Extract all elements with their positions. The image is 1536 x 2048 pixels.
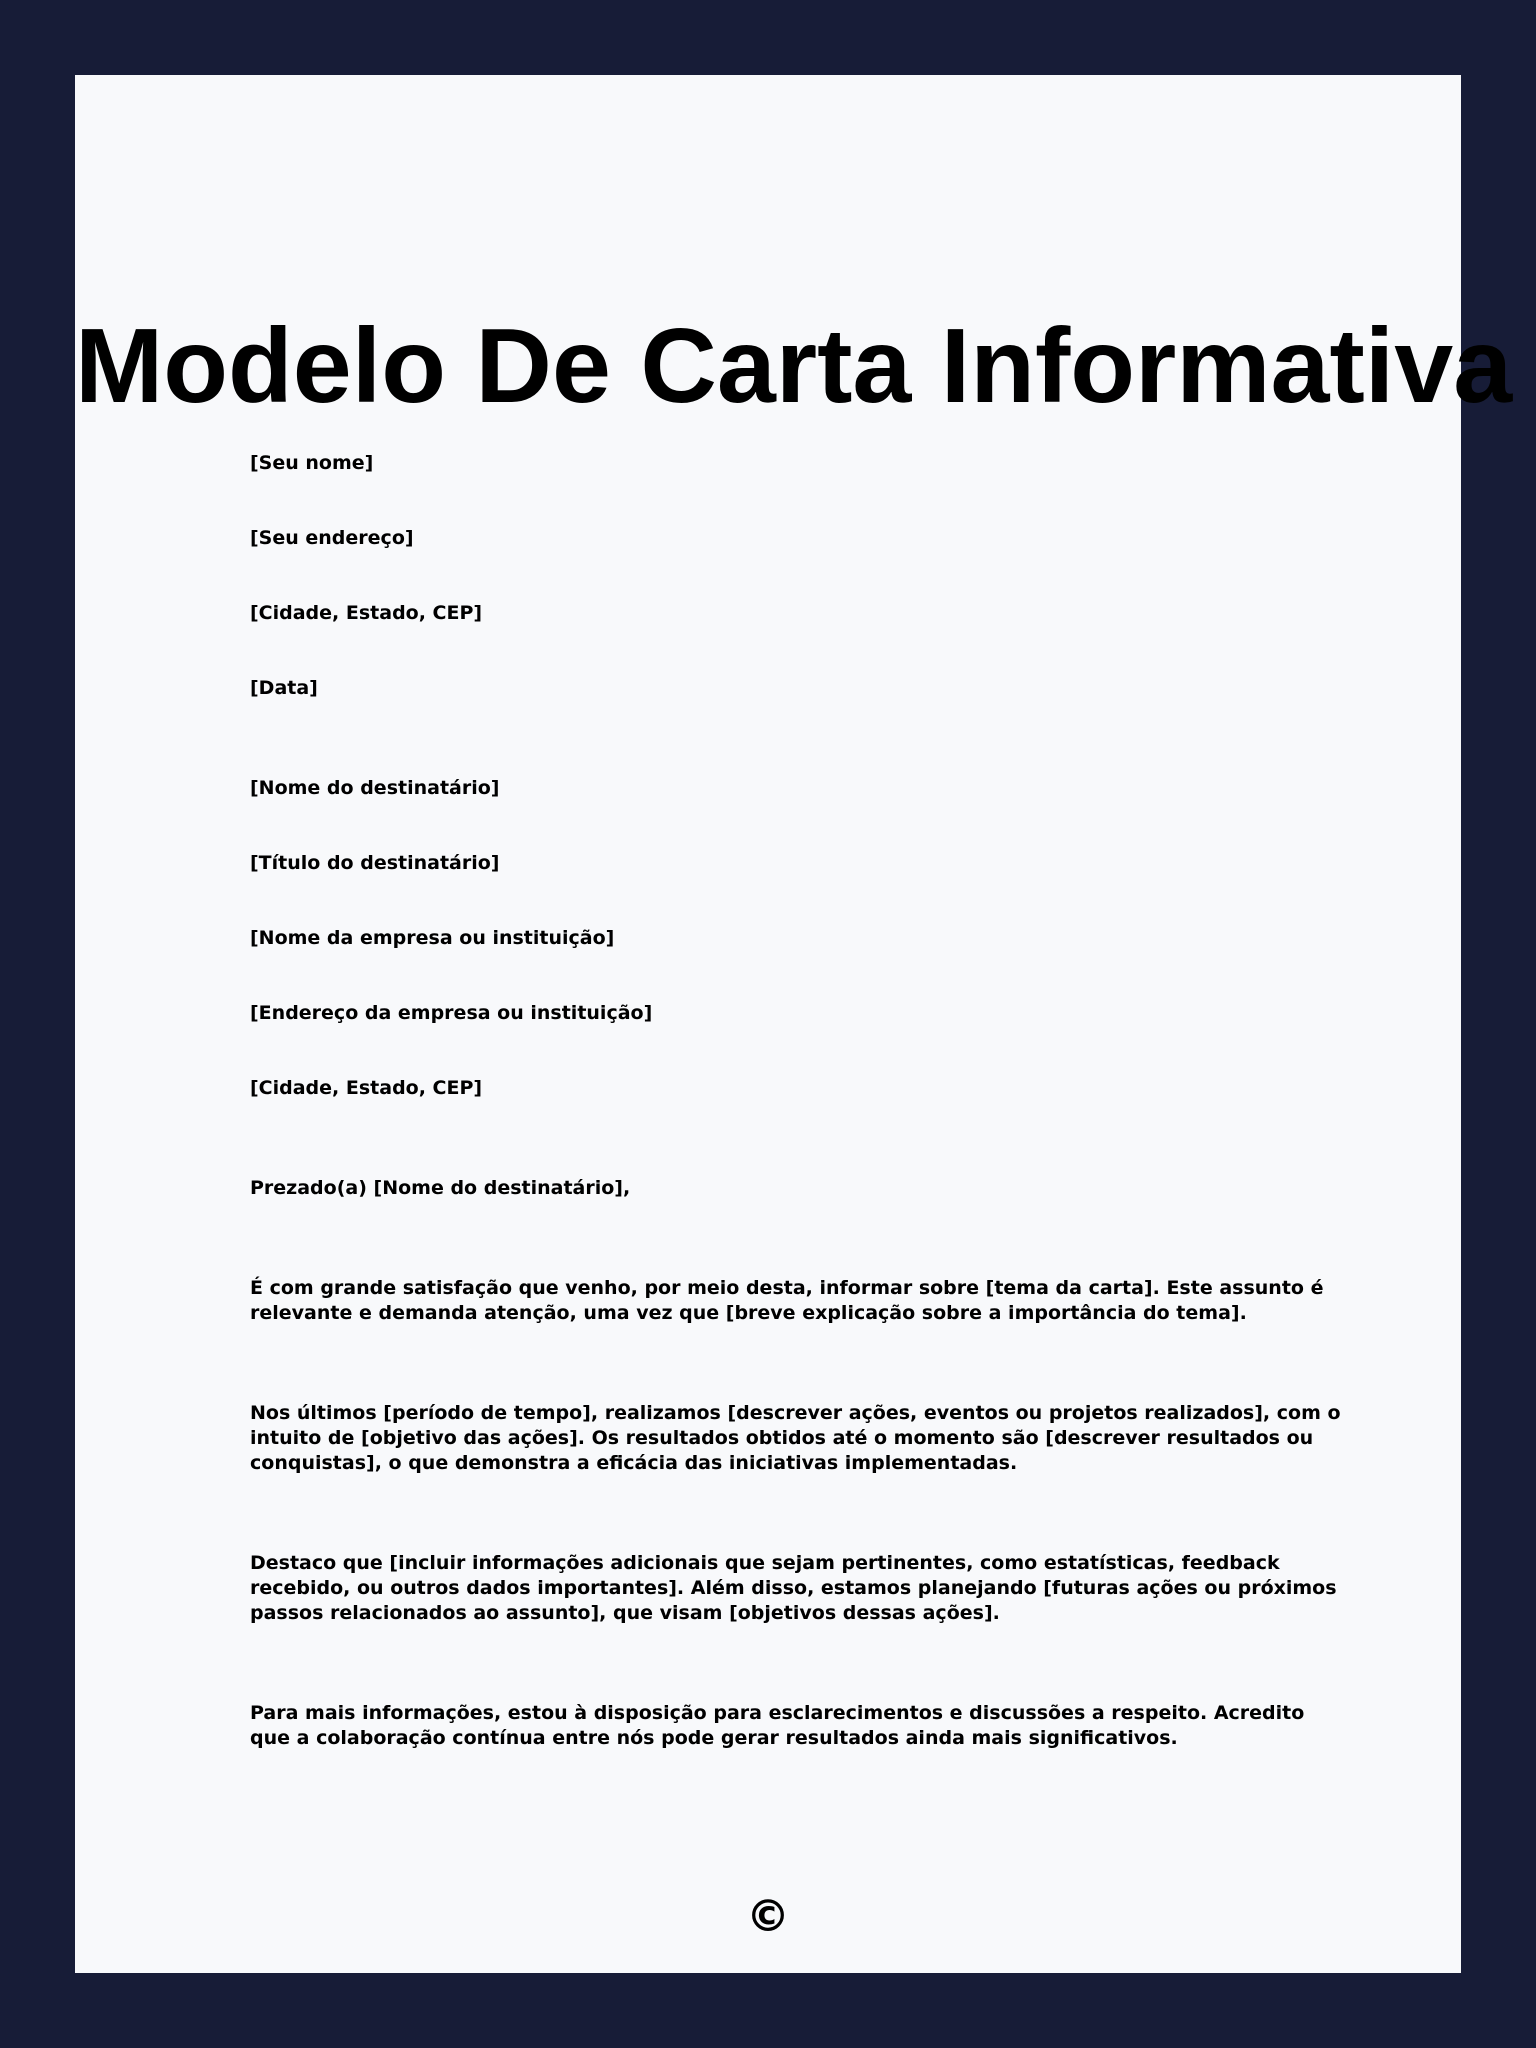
recipient-city-state-zip: [Cidade, Estado, CEP] (250, 1077, 483, 1099)
recipient-name: [Nome do destinatário] (250, 777, 500, 799)
letter-date: [Data] (250, 677, 318, 699)
sender-address: [Seu endereço] (250, 527, 414, 549)
salutation: Prezado(a) [Nome do destinatário], (250, 1177, 631, 1199)
recipient-company: [Nome da empresa ou instituição] (250, 927, 615, 949)
copyright-icon: © (746, 1891, 790, 1942)
letter-page (75, 75, 1513, 1973)
paragraph-actions: Nos últimos [período de tempo], realizamos [descrever ações, eventos ou projetos realizados], com o intuito de [objetivo das ações]. Os resultados obtidos até o momento são [descrever resultados ou conquistas], o que demonstra a eficácia das iniciativas implementadas. (250, 1402, 1341, 1474)
recipient-title: [Título do destinatário] (250, 852, 500, 874)
sender-name: [Seu nome] (250, 452, 374, 474)
paragraph-highlights: Destaco que [incluir informações adicionais que sejam pertinentes, como estatísticas, feedback recebido, ou outros dados importantes]. Além disso, estamos planejando [futuras ações ou próximos passos relacionados ao assunto], que visam [objetivos dessas ações]. (250, 1552, 1337, 1624)
paragraph-closing: Para mais informações, estou à disposição para esclarecimentos e discussões a respeito. Acredito que a colaboração contínua entre nós pode gerar resultados ainda mais significativos. (250, 1702, 1305, 1749)
paragraph-intro: É com grande satisfação que venho, por meio desta, informar sobre [tema da carta]. Este assunto é relevante e demanda atenção, uma vez que [breve explicação sobre a importância do tema]. (250, 1277, 1324, 1324)
sender-city-state-zip: [Cidade, Estado, CEP] (250, 602, 483, 624)
recipient-company-address: [Endereço da empresa ou instituição] (250, 1002, 653, 1024)
page-title: Modelo De Carta Informativa (75, 307, 1513, 425)
